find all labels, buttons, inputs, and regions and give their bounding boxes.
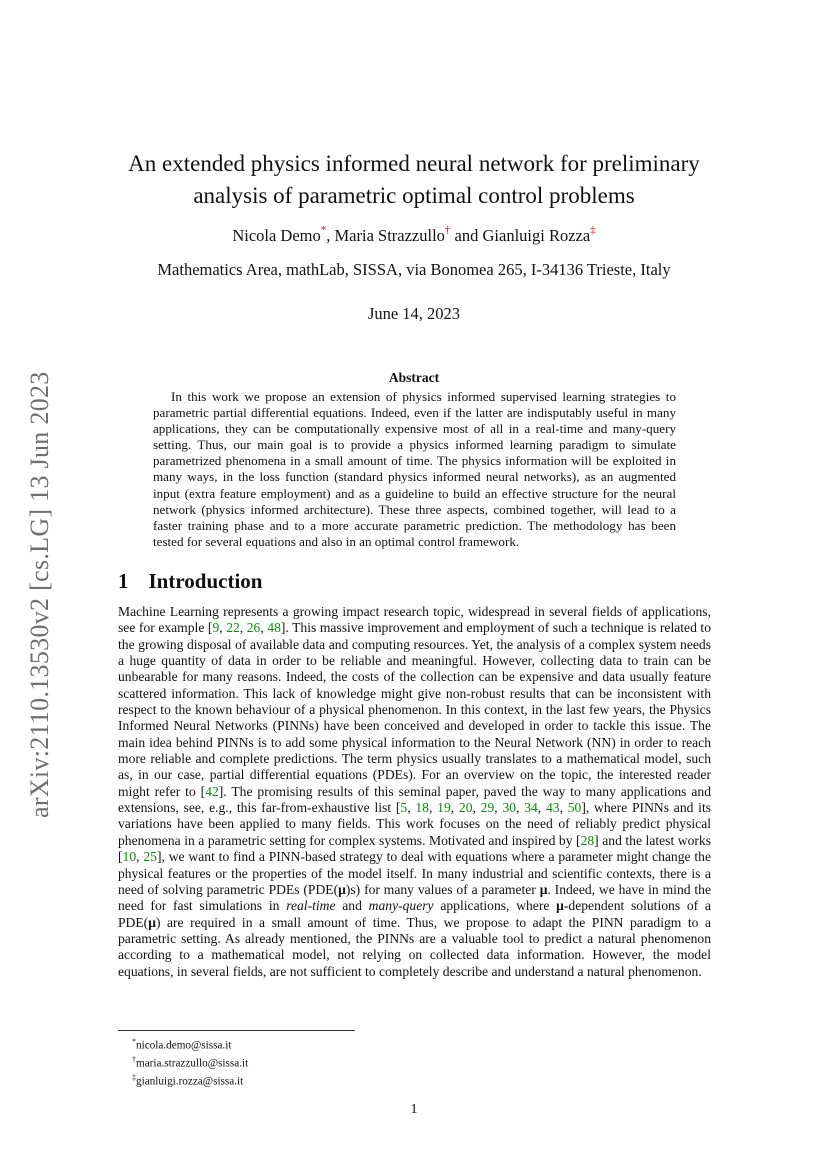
intro-text-run: and (335, 898, 369, 914)
citation-link[interactable]: 5 (400, 800, 408, 816)
math-symbol: μ (539, 881, 548, 897)
intro-text-run: ]. This massive improvement and employment of such a technique is related to the growing disposal of available data and computing resources. Yet, the analysis of a complex system needs a huge quantity of data in order to be reliable and meaningful. However, collecting data to train can be unbearable for many reasons. Indeed, the costs of the collection can be expensive and data usually feature scattered information. This lack of knowledge might give non-robust results that can be inconsistent with respect to the known behaviour of a physical phenomenon. In this context, in the last few years, the Physics Informed Neural Networks (PINNs) have been conceived and developed in order to tackle this issue. The main idea behind PINNs is to add some physical information to the Neural Network (NN) in order to reach more reliable and complete predictions. The term physics usually translates to a mathematical model, such as, in our case, partial differential equations (PDEs). For an overview on the topic, the interested reader might refer to [ (118, 620, 711, 799)
title-line-2: analysis of parametric optimal control problems (193, 183, 635, 208)
affiliation: Mathematics Area, mathLab, SISSA, via Bonomea 265, I-34136 Trieste, Italy (157, 260, 671, 279)
page-number: 1 (410, 1102, 418, 1117)
abstract-heading: Abstract (388, 370, 440, 385)
paper-title (100, 148, 728, 212)
citation-link[interactable]: 29 (480, 800, 495, 816)
citation-link[interactable]: 43 (545, 800, 560, 816)
section-title: Introduction (148, 569, 263, 593)
citation-link[interactable]: 19 (437, 800, 451, 816)
footnote-email[interactable]: maria.strazzullo@sissa.it (136, 1057, 249, 1070)
intro-text-run: , (219, 620, 227, 636)
intro-text-run: ], we want to find a PINN-based strategy to deal with equations where a parameter might change the physical features or the properties of the model itself. In many industrial and scientific contexts, there is a need of solving parametric PDEs (PDE( (118, 849, 712, 897)
author-list (100, 226, 728, 246)
citation-link[interactable]: 20 (458, 800, 473, 816)
author-separator: and (450, 226, 483, 245)
intro-text-run: , (494, 800, 503, 816)
intro-text-run: [ (207, 620, 213, 636)
citation-link[interactable]: 50 (567, 800, 582, 816)
footnotes (132, 1035, 248, 1089)
intro-text-run: Machine Learning represents a growing impact research topic, widespread in several fields of applications, see for example (118, 604, 711, 636)
footnote-mark: ‡ (132, 1072, 136, 1082)
footnote-item (132, 1071, 248, 1089)
citation-link[interactable]: 48 (267, 620, 281, 636)
footnote-item (132, 1053, 248, 1071)
section-heading (118, 569, 262, 594)
author-name: Gianluigi Rozza (482, 226, 591, 245)
intro-text-run: -dependent solutions of a PDE( (118, 898, 711, 930)
intro-text-run: , (537, 800, 546, 816)
intro-paragraph (118, 604, 711, 980)
math-symbol: μ (148, 914, 156, 930)
intro-text-run: , (559, 800, 568, 816)
arxiv-side-label: arXiv:2110.13530v2 [cs.LG] 13 Jun 2023 (25, 371, 54, 818)
date: June 14, 2023 (367, 304, 461, 323)
intro-text-run: ) are required in a small amount of time. Thus, we propose to adapt the PINN paradigm to a parametric setting. As already mentioned, the PINNs are a valuable tool to predict a natural phenomenon according to a mathematical model, not relying on collected data information. However, the model equations, in several fields, are not sufficient to completely describe and understand a natural phenomenon. (118, 914, 711, 979)
title-line-1: An extended physics informed neural network for preliminary (128, 151, 700, 176)
citation-link[interactable]: 10 (122, 849, 137, 865)
footnote-link[interactable]: ‡ (590, 224, 596, 236)
intro-text-run: ]. The promising results of this seminal paper, paved the way to many applications and extensions, see, e.g., this far-from-exhaustive list [ (118, 783, 711, 816)
footnote-mark: * (132, 1037, 136, 1046)
emphasis-text: many-query (368, 898, 434, 914)
intro-text-run: )s) for many values of a parameter (345, 881, 540, 897)
intro-text-run: , (260, 620, 268, 636)
footnote-mark: † (132, 1054, 136, 1064)
abstract-text: In this work we propose an extension of physics informed supervised learning strategies to parametric partial differential equations. Indeed, even if the latter are indisputably useful in many applications, they can be computationally expensive most of all in a real-time and many-query setting. Thus, our main goal is to provide a physics informed learning paradigm to simulate parametrized phenomena in a small amount of time. The physics information will be exploited in many ways, in the loss function (standard physics informed neural networks), as an augmented input (extra feature employment) and as a guideline to build an effective structure for the neural network (physics informed architecture). These three aspects, combined together, will lead to a faster training phase and to a more accurate parametric prediction. The methodology has been tested for several equations and also in an optimal control framework. (153, 389, 676, 549)
citation-link[interactable]: 25 (143, 849, 157, 865)
footnote-rule (118, 1030, 355, 1031)
footnote-item (132, 1035, 248, 1053)
math-symbol: μ (556, 898, 564, 914)
intro-text-run: . Indeed, we have in mind the need for fast simulations in (118, 881, 712, 914)
intro-text-run: ], where PINNs and its variations have been applied to many fields. This work focuses on the need of reliably predict physical phenomena in a parametric setting for complex systems. Motivated and inspired by [ (118, 800, 712, 848)
author-name: Maria Strazzullo (334, 226, 445, 245)
intro-text-run: , (136, 849, 144, 865)
citation-link[interactable]: 9 (212, 620, 220, 636)
intro-text-run: ] and the latest works [ (118, 832, 711, 865)
intro-text-run: , (516, 800, 525, 816)
citation-link[interactable]: 42 (205, 783, 219, 799)
emphasis-text: real-time (286, 898, 336, 914)
footnote-link[interactable]: * (320, 224, 327, 236)
intro-text-run: , (239, 620, 247, 636)
intro-text-run: , (450, 800, 459, 816)
intro-text-run: , (472, 800, 481, 816)
math-symbol: μ (338, 881, 346, 897)
intro-text-run: , (428, 800, 438, 816)
section-number: 1 (118, 569, 129, 593)
author-separator: , (326, 226, 335, 245)
citation-link[interactable]: 22 (226, 620, 240, 636)
citation-link[interactable]: 34 (524, 800, 538, 816)
footnote-email[interactable]: nicola.demo@sissa.it (136, 1039, 232, 1052)
citation-link[interactable]: 18 (415, 800, 429, 816)
intro-text-run: , (407, 800, 416, 816)
citation-link[interactable]: 26 (246, 620, 261, 636)
intro-text-run: applications, where (433, 898, 557, 914)
citation-link[interactable]: 30 (502, 800, 517, 816)
citation-link[interactable]: 28 (580, 832, 595, 848)
author-name: Nicola Demo (232, 226, 321, 245)
footnote-email[interactable]: gianluigi.rozza@sissa.it (136, 1075, 244, 1088)
footnote-link[interactable]: † (444, 224, 451, 236)
